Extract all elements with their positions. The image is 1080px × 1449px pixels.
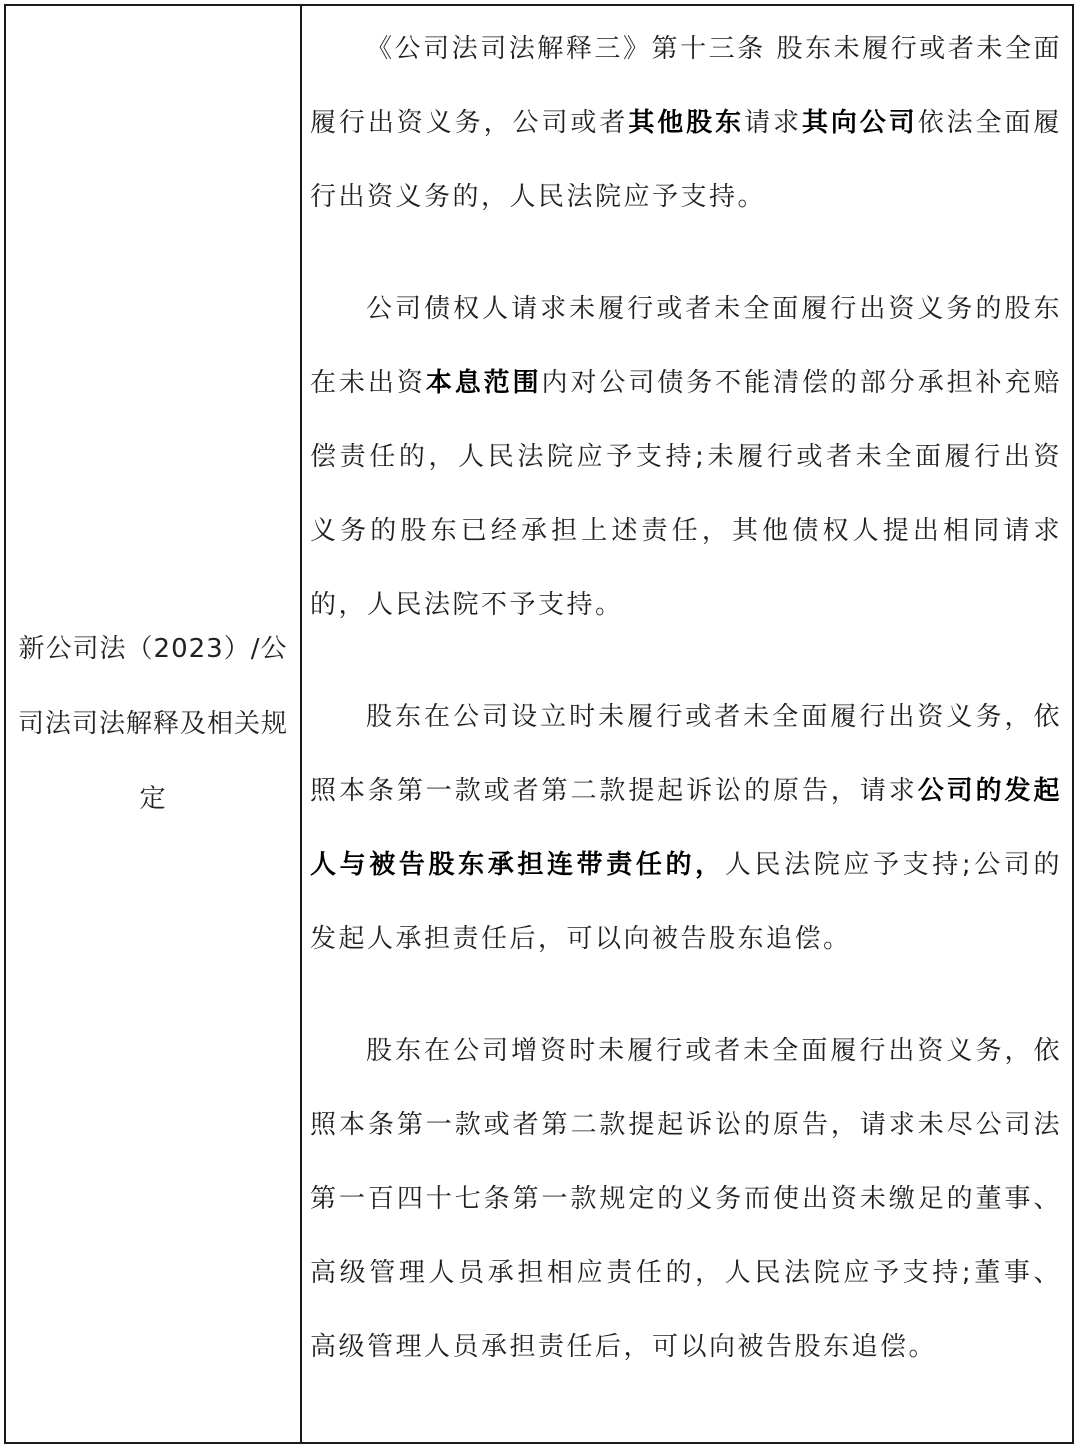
paragraph-3 [310,680,1062,976]
paragraph-3-bold-segment: 公司的发起人与被告股东承担连带责任的， [310,776,1062,880]
paragraph-2-segment: 公司债权人请求未履行或者未全面履行出资义务的股东在未出资 [310,294,1062,398]
paragraph-3-segment: 股东在公司设立时未履行或者未全面履行出资义务，依照本条第一款或者第二款提起诉讼的原告，请求 [310,702,1062,806]
paragraph-2-bold-segment: 本息范围 [425,368,542,398]
paragraph-4 [310,1014,1062,1384]
regulation-table [4,4,1074,1444]
category-label: 新公司法（2023）/公司法司法解释及相关规定 [18,633,289,814]
paragraph-1-segment: 依法全面履行出资义务的，人民法院应予支持。 [310,108,1062,212]
paragraph-2 [310,272,1062,642]
paragraph-2-segment: 内对公司债务不能清偿的部分承担补充赔偿责任的，人民法院应予支持;未履行或者未全面履行出资义务的股东已经承担上述责任，其他债权人提出相同请求的，人民法院不予支持。 [310,368,1062,620]
paragraph-3-segment: 人民法院应予支持;公司的发起人承担责任后，可以向被告股东追偿。 [310,850,1062,954]
paragraph-1-bold-segment: 其向公司 [801,108,918,138]
paragraph-4-segment: 股东在公司增资时未履行或者未全面履行出资义务，依照本条第一款或者第二款提起诉讼的原告，请求未尽公司法第一百四十七条第一款规定的义务而使出资未缴足的董事、高级管理人员承担相应责任的，人民法院应予支持;董事、高级管理人员承担责任后，可以向被告股东追偿。 [310,1036,1062,1362]
category-cell [6,6,302,1442]
paragraph-1-segment: 请求 [744,108,802,138]
paragraph-1 [310,12,1062,234]
paragraph-1-segment: 《公司法司法解释三》第十三条 股东未履行或者未全面履行出资义务，公司或者 [310,34,1062,138]
paragraph-1-bold-segment: 其他股东 [628,108,745,138]
content-cell [302,6,1072,1442]
